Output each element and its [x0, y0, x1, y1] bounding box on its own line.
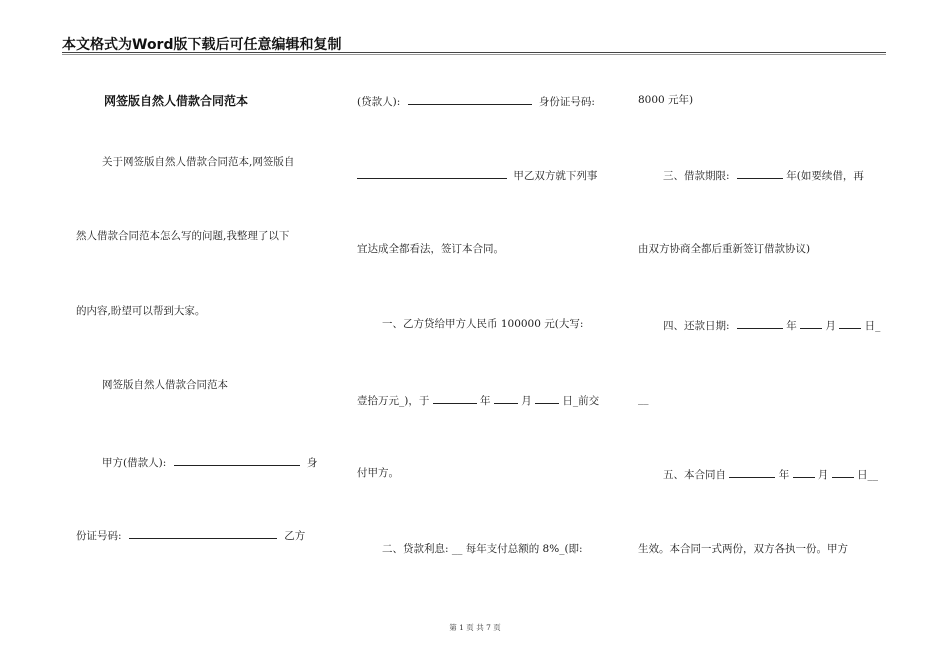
- clause-1-end: 付甲方。: [357, 467, 399, 479]
- effective-year-label: 年: [778, 469, 790, 481]
- header-rule: [62, 52, 886, 53]
- repay-year-label: 年: [786, 320, 797, 332]
- party-a-suffix: 身: [306, 457, 318, 469]
- clause-4-line: [663, 318, 880, 332]
- term-label: 三、借款期限:: [663, 170, 730, 182]
- id-number-blank: [129, 528, 277, 539]
- page-number: 第 1 页 共 7 页: [449, 623, 501, 632]
- term-blank: [737, 168, 783, 179]
- intro-line-1: 关于网签版自然人借款合同范本,网签版自: [102, 156, 295, 168]
- repay-day-blank: [839, 318, 861, 329]
- effective-label: 五、本合同自: [663, 469, 726, 481]
- agreement-line: [357, 168, 597, 182]
- lender-line: [357, 94, 595, 108]
- intro-line-3: 的内容,盼望可以帮到大家。: [76, 305, 206, 317]
- clause-1-amount-words: 壹拾万元_)，于: [357, 395, 430, 407]
- interest-amount-line: 8000 元年): [638, 94, 694, 106]
- header-rule-secondary: [62, 54, 886, 55]
- clause-4-cont: __: [638, 393, 649, 405]
- clause-1-date-line: [357, 393, 599, 407]
- repayment-label: 四、还款日期:: [663, 320, 730, 332]
- party-a-blank: [174, 455, 300, 466]
- party-a-line: [102, 455, 317, 469]
- lender-id-label: 身份证号码:: [538, 96, 595, 108]
- party-a-label: 甲方(借款人):: [102, 457, 167, 469]
- year-blank: [433, 393, 477, 404]
- clause-3-line: [663, 168, 864, 182]
- repay-month-label: 月: [825, 320, 836, 332]
- id-number-label: 份证号码:: [76, 530, 122, 542]
- clause-5-line: [663, 467, 878, 481]
- header-text: 本文格式为Word版下载后可任意编辑和复制: [62, 37, 342, 53]
- clause-5-cont: 生效。本合同一式两份，双方各执一份。甲方: [638, 543, 848, 555]
- day-label: 日_前交: [562, 395, 600, 407]
- agreement-text: 甲乙双方就下列事: [513, 170, 598, 182]
- agreement-cont: 宜达成全都看法，签订本合同。: [357, 243, 504, 255]
- effective-month-label: 月: [817, 469, 829, 481]
- clause-1-line: 一、乙方贷给甲方人民币 100000 元(大写:: [382, 318, 584, 330]
- term-suffix: 年(如要续借，再: [786, 170, 864, 182]
- effective-day-label: 日__: [857, 469, 879, 481]
- document-title: 网签版自然人借款合同范本: [104, 94, 249, 108]
- id-number-line: [76, 528, 305, 542]
- contract-subtitle: 网签版自然人借款合同范本: [102, 379, 228, 391]
- month-label: 月: [521, 395, 532, 407]
- lender-blank: [408, 94, 532, 105]
- year-label: 年: [480, 395, 491, 407]
- effective-day-blank: [832, 467, 854, 478]
- intro-line-2: 然人借款合同范本怎么写的问题,我整理了以下: [76, 230, 290, 242]
- clause-2-line: 二、贷款利息: __ 每年支付总额的 8%_(即:: [382, 543, 583, 555]
- month-blank: [494, 393, 518, 404]
- repay-day-label: 日_: [864, 320, 881, 332]
- effective-month-blank: [793, 467, 815, 478]
- lender-id-blank: [357, 168, 507, 179]
- repay-month-blank: [800, 318, 822, 329]
- effective-year-blank: [729, 467, 775, 478]
- party-b-label: 乙方: [284, 530, 306, 542]
- day-blank: [535, 393, 559, 404]
- lender-label: (贷款人):: [357, 96, 401, 108]
- clause-3-cont: 由双方协商全都后重新签订借款协议): [638, 243, 811, 255]
- repay-year-blank: [737, 318, 783, 329]
